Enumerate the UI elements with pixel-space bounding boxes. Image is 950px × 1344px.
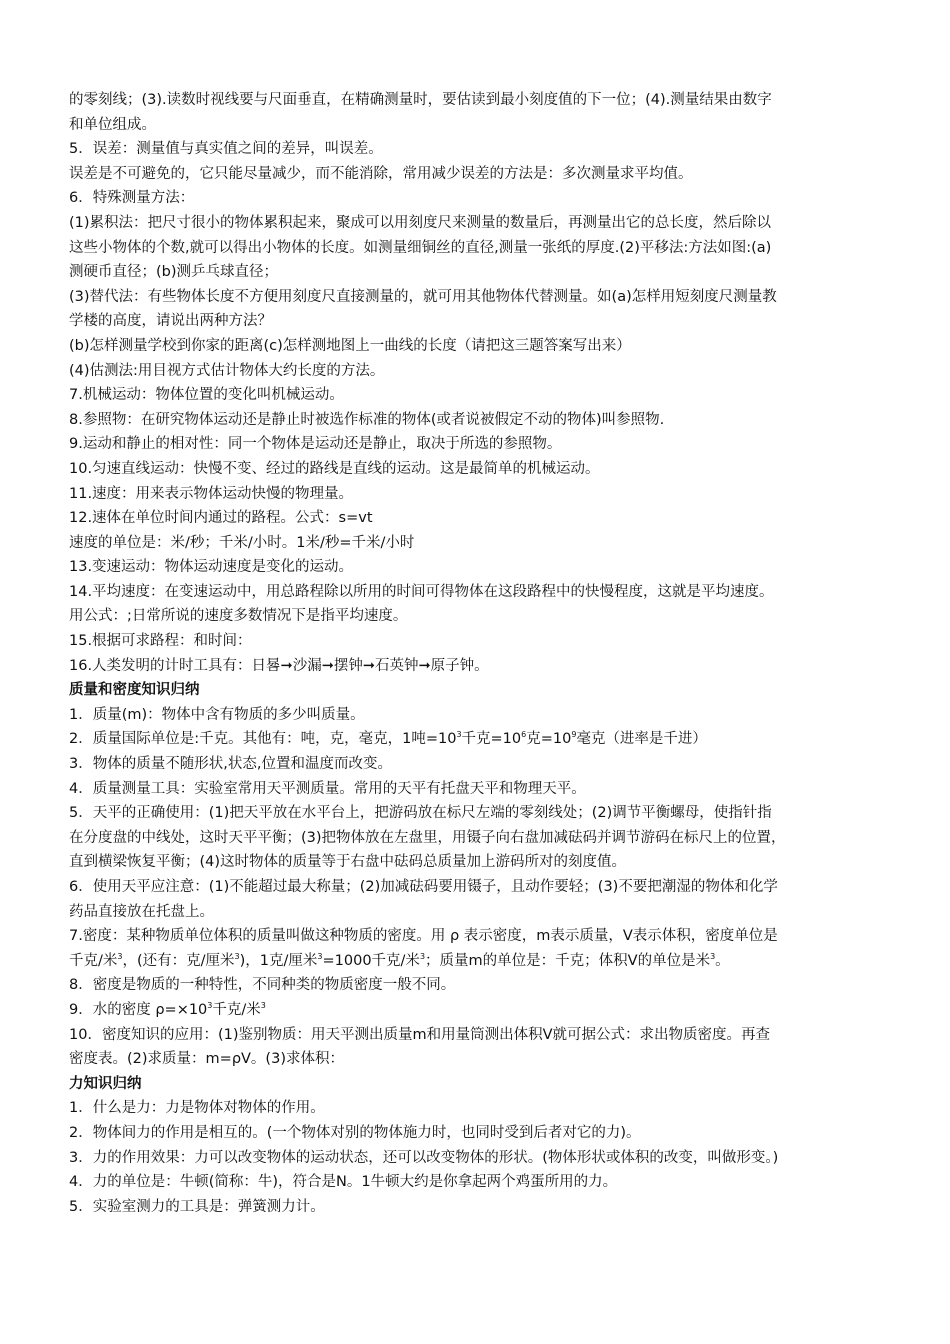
superscript: 3 (710, 951, 716, 961)
text-line: 4．力的单位是：牛顿(简称：牛)，符合是N。1牛顿大约是你拿起两个鸡蛋所用的力。 (69, 1174, 618, 1191)
text-line: 8.参照物：在研究物体运动还是静止时被选作标准的物体(或者说被假定不动的物体)叫参照物. (69, 411, 665, 428)
text-line: 9.运动和静止的相对性：同一个物体是运动还是静止，取决于所选的参照物。 (69, 436, 562, 453)
text-segment: ；质量m的单位是：千克；体积V的单位是米 (425, 952, 711, 969)
text-line: 14.平均速度：在变速运动中，用总路程除以所用的时间可得物体在这段路程中的快慢程度，这就是平均速度。 (69, 583, 774, 600)
text-line: 10．密度知识的应用：(1)鉴别物质：用天平测出质量m和用量筒测出体积V就可据公式：求出物质密度。再查 (69, 1026, 771, 1043)
text-line: 1．质量(m)：物体中含有物质的多少叫质量。 (69, 706, 365, 723)
text-segment: 克=10 (526, 731, 572, 748)
text-line: 10.匀速直线运动：快慢不变、经过的路线是直线的运动。这是最简单的机械运动。 (69, 460, 600, 477)
text-line: 用公式：;日常所说的速度多数情况下是指平均速度。 (69, 608, 408, 625)
superscript: 3 (419, 951, 426, 961)
text-line: 5．天平的正确使用：(1)把天平放在水平台上，把游码放在标尺左端的零刻线处；(2)调节平衡螺母，使指针指 (69, 805, 772, 822)
superscript: 9 (571, 730, 577, 740)
text-line: 测硬币直径；(b)测乒乓球直径； (69, 264, 279, 281)
section-heading: 力知识归纳 (69, 1075, 142, 1092)
text-segment: 千克/米 (212, 1001, 261, 1018)
text-line: 和单位组成。 (69, 116, 156, 133)
text-line (69, 949, 890, 974)
text-line: 15.根据可求路程：和时间： (69, 633, 252, 650)
text-segment: 。 (715, 952, 730, 969)
text-line: 7.机械运动：物体位置的变化叫机械运动。 (69, 387, 344, 404)
text-line: 这些小物体的个数,就可以得出小物体的长度。如测量细铜丝的直径,测量一张纸的厚度.(2)平移法:方法如图:(a) (69, 239, 772, 256)
text-segment: =1000千克/米 (322, 952, 420, 969)
text-line: 6．使用天平应注意：(1)不能超过最大称量；(2)加减砝码要用镊子，且动作要轻；(3)不要把潮湿的物体和化学 (69, 879, 778, 895)
text-line: 学楼的高度，请说出两种方法？ (69, 313, 272, 330)
text-line: 的零刻线；(3).读数时视线要与尺面垂直，在精确测量时，要估读到最小刻度值的下一位；(4).测量结果由数字 (69, 92, 772, 108)
text-segment: 千克=10 (461, 731, 522, 748)
document-body (69, 88, 890, 1219)
text-line (69, 727, 890, 752)
text-line (69, 998, 890, 1023)
text-line: 2．物体间力的作用是相互的。(一个物体对别的物体施力时，也同时受到后者对它的力)。 (69, 1124, 641, 1141)
superscript: 6 (521, 730, 527, 740)
text-line: 3．物体的质量不随形状,状态,位置和温度而改变。 (69, 756, 392, 773)
text-line: 在分度盘的中线处，这时天平平衡；(3)把物体放在左盘里，用镊子向右盘加减砝码并调节游码在标尺上的位置， (69, 829, 786, 846)
text-line: (b)怎样测量学校到你家的距离(c)怎样测地图上一曲线的长度（请把这三题答案写出来） (69, 337, 631, 354)
text-segment: 毫克（进率是千进） (576, 731, 707, 748)
section-heading: 质量和密度知识归纳 (69, 682, 200, 699)
superscript: 3 (260, 1000, 266, 1010)
text-segment: 9．水的密度 ρ=×10 (69, 1001, 208, 1018)
text-line: 12.速体在单位时间内通过的路程。公式：s=vt (69, 510, 373, 527)
text-line: 3．力的作用效果：力可以改变物体的运动状态，还可以改变物体的形状。(物体形状或体积的改变，叫做形变。) (69, 1149, 779, 1166)
superscript: 3 (456, 730, 462, 740)
text-line: 4．质量测量工具：实验室常用天平测质量。常用的天平有托盘天平和物理天平。 (69, 780, 586, 797)
text-line: (3)替代法：有些物体长度不方便用刻度尺直接测量的，就可用其他物体代替测量。如(a)怎样用短刻度尺测量教 (69, 288, 777, 305)
text-line: (4)估测法:用目视方式估计物体大约长度的方法。 (69, 362, 385, 379)
text-line: (1)累积法：把尺寸很小的物体累积起来，聚成可以用刻度尺来测量的数量后，再测量出它的总长度，然后除以 (69, 214, 772, 231)
superscript: 3 (117, 951, 123, 961)
text-line: 5．实验室测力的工具是：弹簧测力计。 (69, 1198, 325, 1215)
superscript: 3 (234, 951, 240, 961)
text-line: 1．什么是力：力是物体对物体的作用。 (69, 1100, 325, 1117)
text-line: 6．特殊测量方法： (69, 190, 195, 207)
superscript: 3 (207, 1000, 213, 1010)
text-line: 8．密度是物质的一种特性，不同种类的物质密度一般不同。 (69, 977, 456, 994)
text-segment: 千克/米 (69, 952, 118, 969)
text-segment: 2．质量国际单位是:千克。其他有：吨，克，毫克，1吨=10 (69, 731, 457, 748)
text-line: 直到横梁恢复平衡；(4)这时物体的质量等于右盘中砝码总质量加上游码所对的刻度值。 (69, 854, 627, 871)
text-line: 药品直接放在托盘上。 (69, 903, 214, 920)
superscript: 3 (317, 951, 323, 961)
text-segment: ，(还有：克/厘米 (122, 952, 235, 969)
text-line: 11.速度：用来表示物体运动快慢的物理量。 (69, 485, 354, 502)
text-line: 16.人类发明的计时工具有：日晷➞沙漏➞摆钟➞石英钟➞原子钟。 (69, 657, 489, 674)
text-line: 7.密度：某种物质单位体积的质量叫做这种物质的密度。用 ρ 表示密度，m表示质量，V表示体积，密度单位是 (69, 928, 778, 945)
text-line: 5．误差：测量值与真实值之间的差异，叫误差。 (69, 141, 383, 158)
text-line: 13.变速运动：物体运动速度是变化的运动。 (69, 559, 354, 576)
text-segment: )，1克/厘米 (239, 952, 318, 969)
text-line: 速度的单位是：米/秒；千米/小时。1米/秒=千米/小时 (69, 534, 415, 551)
text-line: 密度表。(2)求质量：m=ρV。(3)求体积： (69, 1051, 344, 1068)
text-line: 误差是不可避免的，它只能尽量减少，而不能消除，常用减少误差的方法是：多次测量求平均值。 (69, 165, 693, 182)
